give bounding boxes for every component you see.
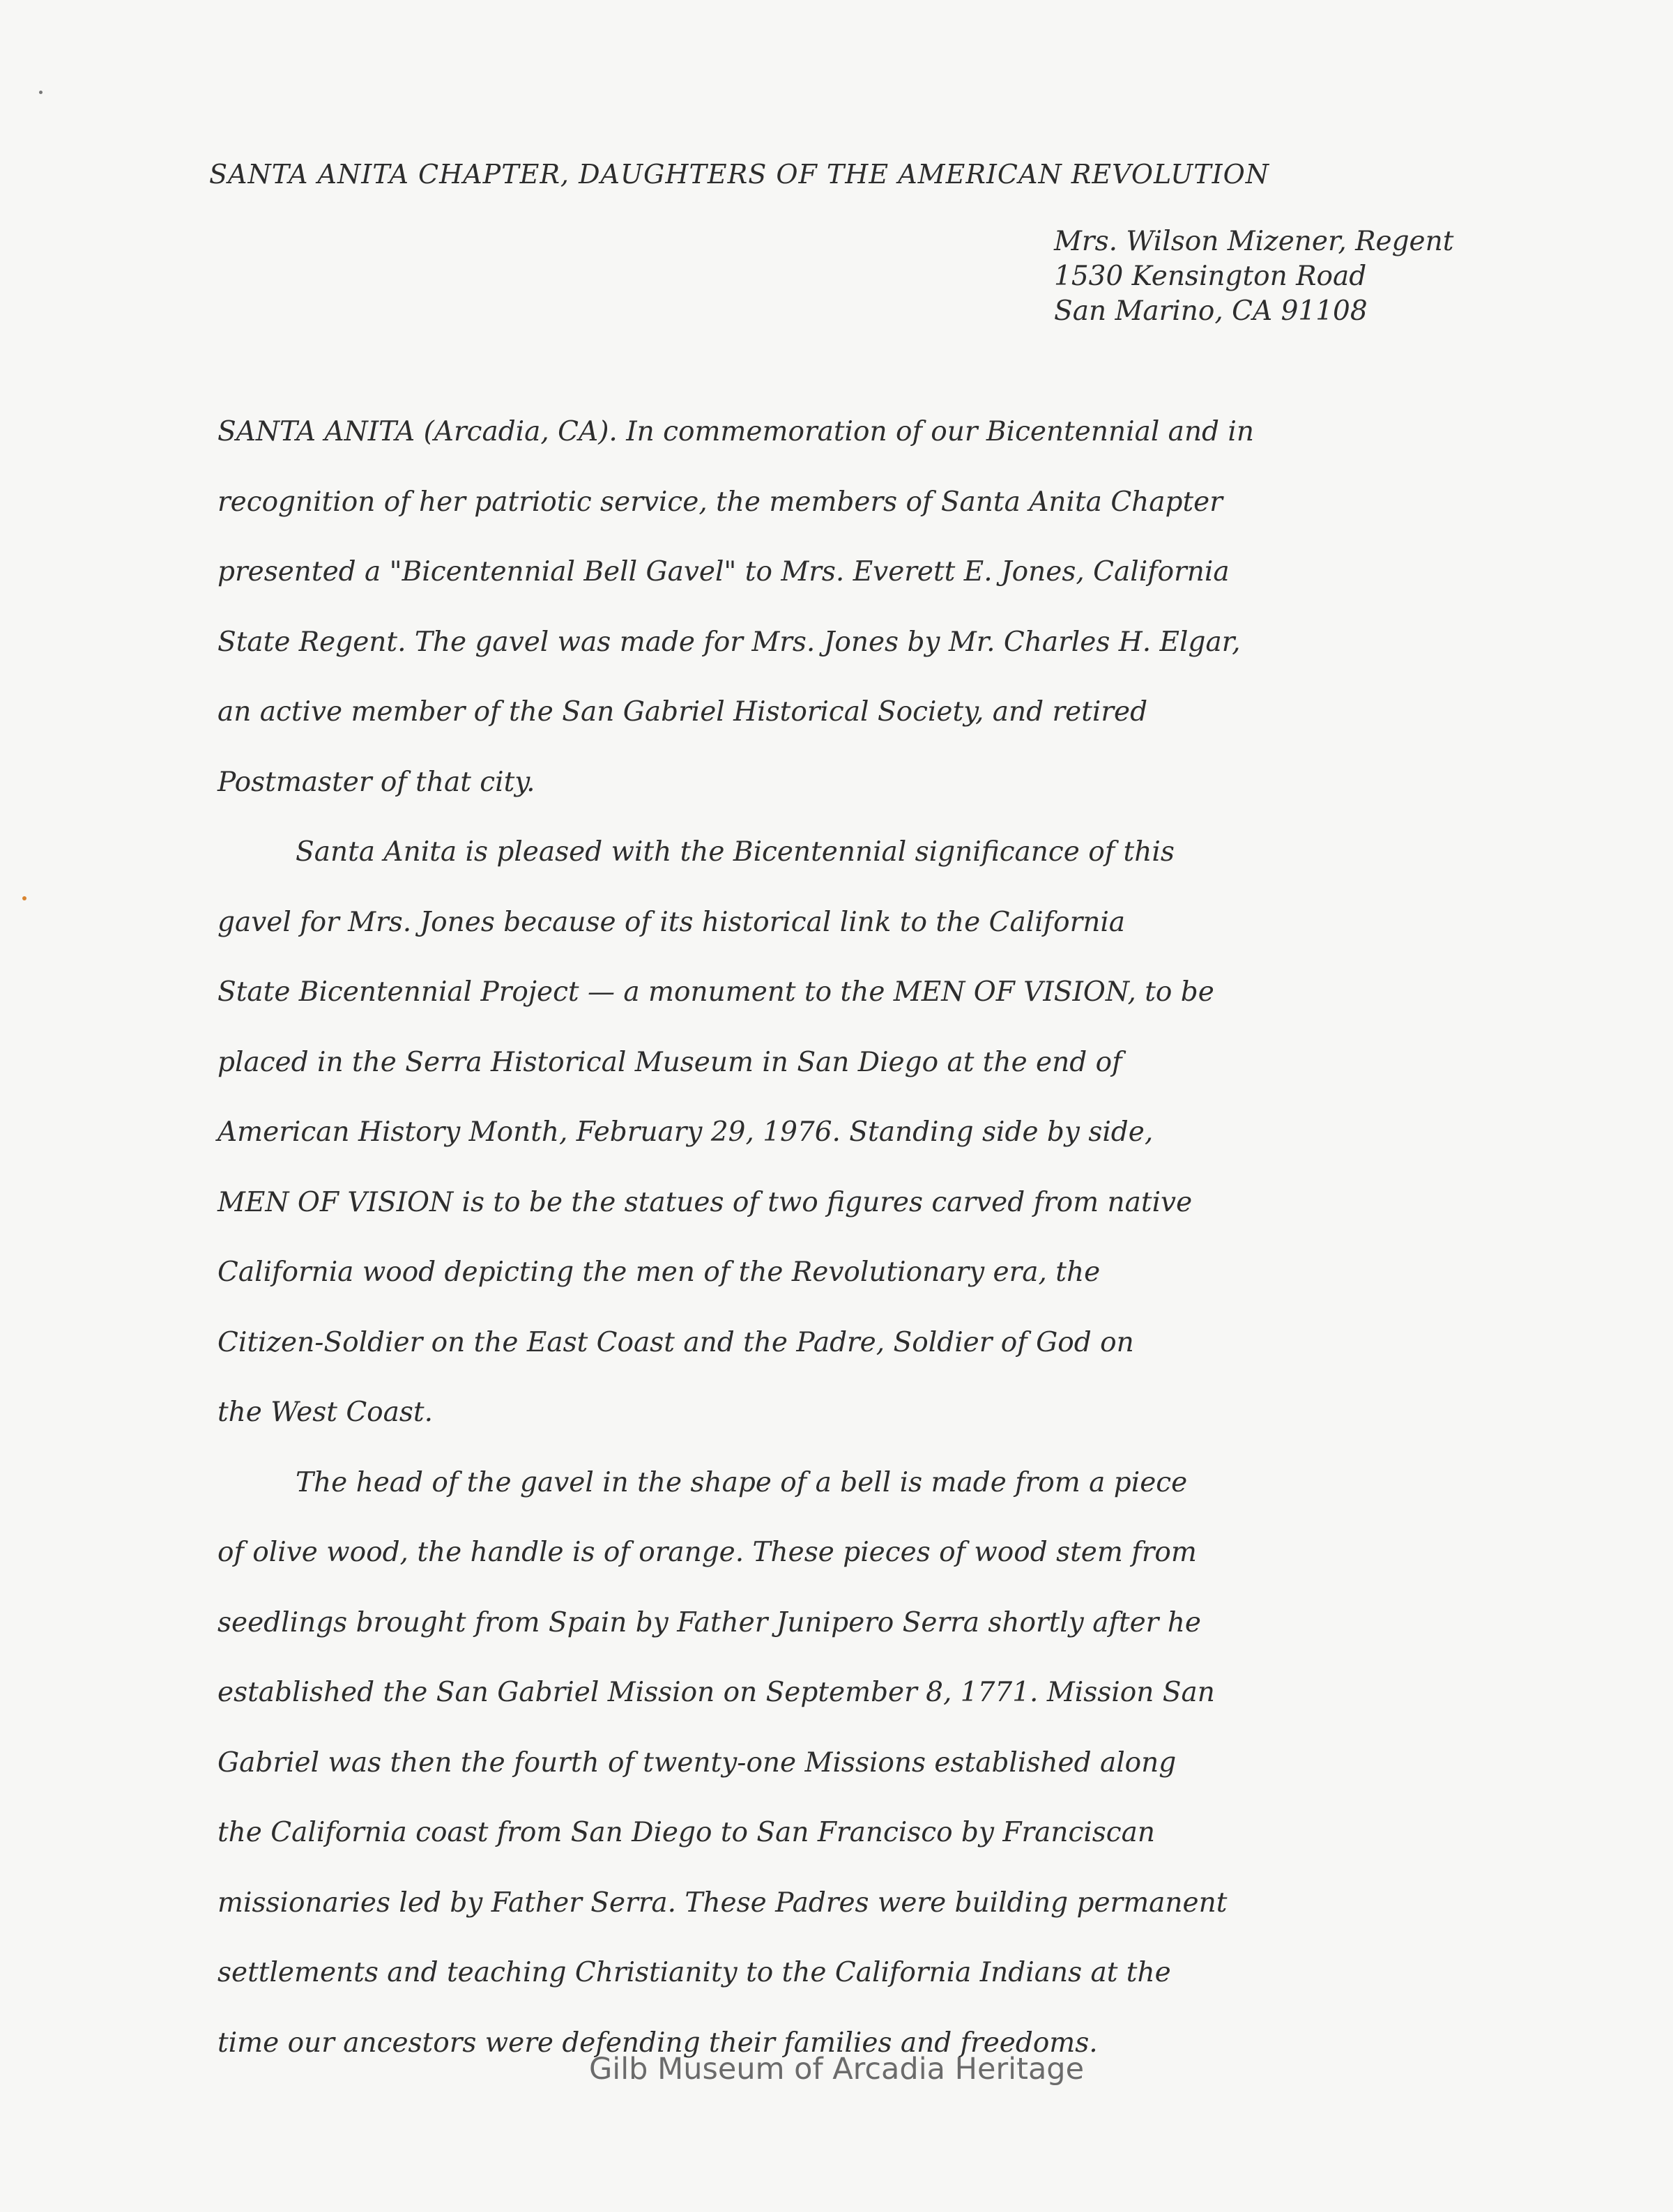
- address-line: 1530 Kensington Road: [1054, 261, 1367, 292]
- body-line: Gabriel was then the fourth of twenty-one Missions established along: [217, 1746, 1177, 1779]
- body-line: SANTA ANITA (Arcadia, CA). In commemoration of our Bicentennial and in: [217, 416, 1255, 447]
- body-line: of olive wood, the handle is of orange. These pieces of wood stem from: [217, 1537, 1197, 1568]
- body-line: seedlings brought from Spain by Father Junipero Serra shortly after he: [217, 1606, 1201, 1638]
- museum-watermark: Gilb Museum of Arcadia Heritage: [588, 2052, 1085, 2087]
- body-line: settlements and teaching Christianity to the California Indians at the: [217, 1957, 1171, 1988]
- body-line: Citizen-Soldier on the East Coast and the Padre, Soldier of God on: [217, 1326, 1134, 1358]
- body-line: recognition of her patriotic service, the members of Santa Anita Chapter: [217, 486, 1223, 518]
- body-line: the West Coast.: [217, 1397, 433, 1428]
- address-line: San Marino, CA 91108: [1054, 295, 1368, 327]
- body-line: missionaries led by Father Serra. These Padres were building permanent: [217, 1887, 1228, 1919]
- body-line: American History Month, February 29, 1976. Standing side by side,: [217, 1116, 1154, 1148]
- body-line: California wood depicting the men of the Revolutionary era, the: [217, 1257, 1101, 1288]
- body-line: Postmaster of that city.: [217, 766, 535, 798]
- address-line: Mrs. Wilson Mizener, Regent: [1054, 226, 1454, 257]
- body-line: MEN OF VISION is to be the statues of two figures carved from native: [217, 1186, 1193, 1218]
- body-line: an active member of the San Gabriel Historical Society, and retired: [217, 696, 1148, 728]
- body-line: Santa Anita is pleased with the Bicentennial significance of this: [296, 836, 1175, 868]
- paper-speck: [22, 896, 26, 900]
- document-heading: SANTA ANITA CHAPTER, DAUGHTERS OF THE AMERICAN REVOLUTION: [209, 159, 1270, 190]
- paper-speck: [39, 91, 43, 94]
- body-line: presented a "Bicentennial Bell Gavel" to Mrs. Everett E. Jones, California: [217, 556, 1230, 587]
- body-line: the California coast from San Diego to San Francisco by Franciscan: [217, 1817, 1156, 1848]
- body-line: State Bicentennial Project — a monument to the MEN OF VISION, to be: [217, 976, 1214, 1008]
- address-block: [1054, 224, 1453, 329]
- body-line: gavel for Mrs. Jones because of its historical link to the California: [217, 906, 1126, 938]
- body-line: established the San Gabriel Mission on September 8, 1771. Mission San: [217, 1677, 1215, 1708]
- body-text: [217, 397, 1254, 2078]
- body-line: State Regent. The gavel was made for Mrs. Jones by Mr. Charles H. Elgar,: [217, 626, 1241, 658]
- body-line: placed in the Serra Historical Museum in San Diego at the end of: [217, 1046, 1122, 1078]
- body-line: The head of the gavel in the shape of a bell is made from a piece: [296, 1466, 1188, 1498]
- body-line: time our ancestors were defending their families and freedoms.: [217, 2027, 1098, 2059]
